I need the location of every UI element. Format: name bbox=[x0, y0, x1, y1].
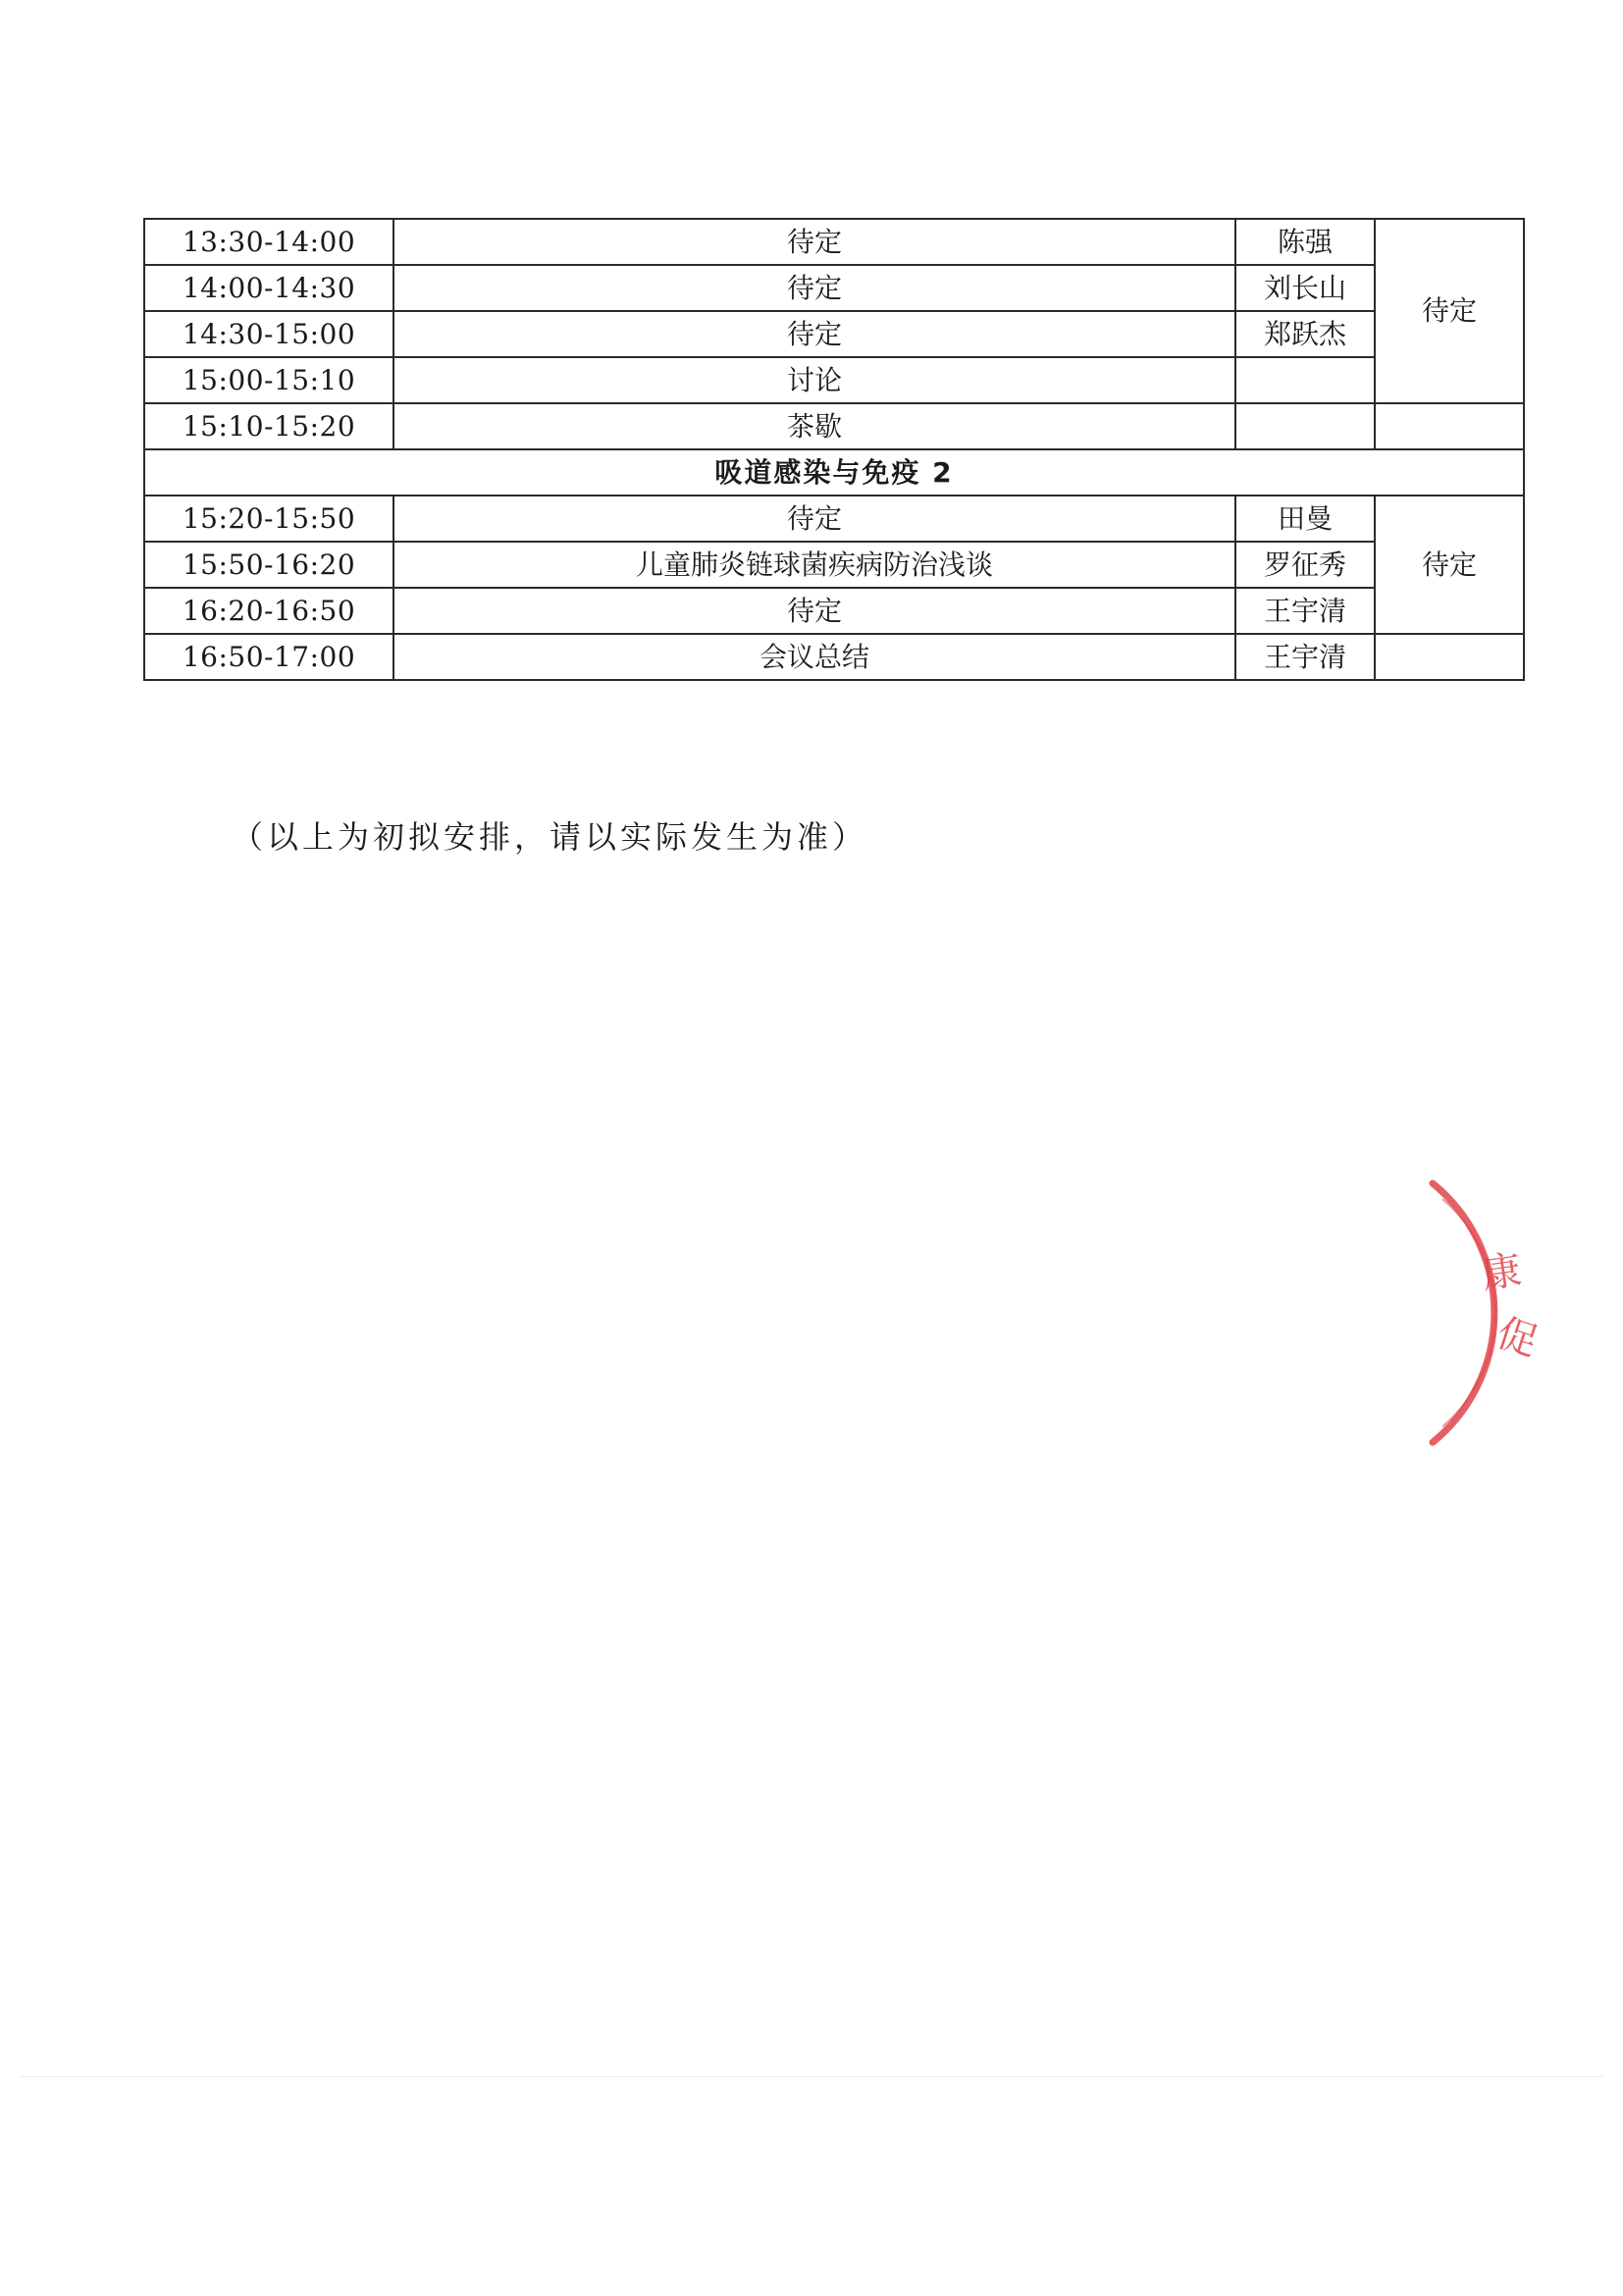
table-row bbox=[144, 311, 1524, 357]
time-cell: 15:10-15:20 bbox=[144, 403, 393, 449]
topic-cell: 茶歇 bbox=[393, 403, 1235, 449]
section-row bbox=[144, 449, 1524, 496]
table-row bbox=[144, 219, 1524, 265]
table-row bbox=[144, 265, 1524, 311]
section-title: 吸道感染与免疫 2 bbox=[144, 449, 1524, 496]
topic-cell: 待定 bbox=[393, 265, 1235, 311]
speaker-cell: 田曼 bbox=[1235, 496, 1375, 542]
speaker-cell: 王宇清 bbox=[1235, 588, 1375, 634]
table-row bbox=[144, 542, 1524, 588]
chair-cell: 待定 bbox=[1375, 496, 1524, 634]
topic-cell: 待定 bbox=[393, 219, 1235, 265]
time-cell: 13:30-14:00 bbox=[144, 219, 393, 265]
table-row bbox=[144, 588, 1524, 634]
seal-ring-inner bbox=[1442, 1199, 1495, 1427]
speaker-cell: 王宇清 bbox=[1235, 634, 1375, 680]
topic-cell: 讨论 bbox=[393, 357, 1235, 403]
time-cell: 14:30-15:00 bbox=[144, 311, 393, 357]
chair-cell bbox=[1375, 403, 1524, 449]
speaker-cell: 陈强 bbox=[1235, 219, 1375, 265]
seal-character: 康 bbox=[1479, 1247, 1525, 1298]
chair-cell: 待定 bbox=[1375, 219, 1524, 403]
page-edge-line bbox=[20, 2076, 1603, 2077]
note-text: （以上为初拟安排，请以实际发生为准） bbox=[232, 818, 868, 856]
table-row bbox=[144, 634, 1524, 680]
topic-cell: 待定 bbox=[393, 496, 1235, 542]
time-cell: 15:50-16:20 bbox=[144, 542, 393, 588]
time-cell: 15:00-15:10 bbox=[144, 357, 393, 403]
red-seal-stamp bbox=[1423, 1175, 1599, 1450]
chair-cell bbox=[1375, 634, 1524, 680]
time-cell: 14:00-14:30 bbox=[144, 265, 393, 311]
schedule-table bbox=[143, 218, 1525, 681]
speaker-cell bbox=[1235, 403, 1375, 449]
seal-character: 促 bbox=[1491, 1310, 1544, 1366]
speaker-cell: 罗征秀 bbox=[1235, 542, 1375, 588]
topic-cell: 待定 bbox=[393, 588, 1235, 634]
topic-cell: 儿童肺炎链球菌疾病防治浅谈 bbox=[393, 542, 1235, 588]
speaker-cell: 刘长山 bbox=[1235, 265, 1375, 311]
speaker-cell bbox=[1235, 357, 1375, 403]
table-row bbox=[144, 357, 1524, 403]
topic-cell: 待定 bbox=[393, 311, 1235, 357]
table-row bbox=[144, 403, 1524, 449]
table-row bbox=[144, 496, 1524, 542]
speaker-cell: 郑跃杰 bbox=[1235, 311, 1375, 357]
time-cell: 16:50-17:00 bbox=[144, 634, 393, 680]
time-cell: 15:20-15:50 bbox=[144, 496, 393, 542]
time-cell: 16:20-16:50 bbox=[144, 588, 393, 634]
topic-cell: 会议总结 bbox=[393, 634, 1235, 680]
